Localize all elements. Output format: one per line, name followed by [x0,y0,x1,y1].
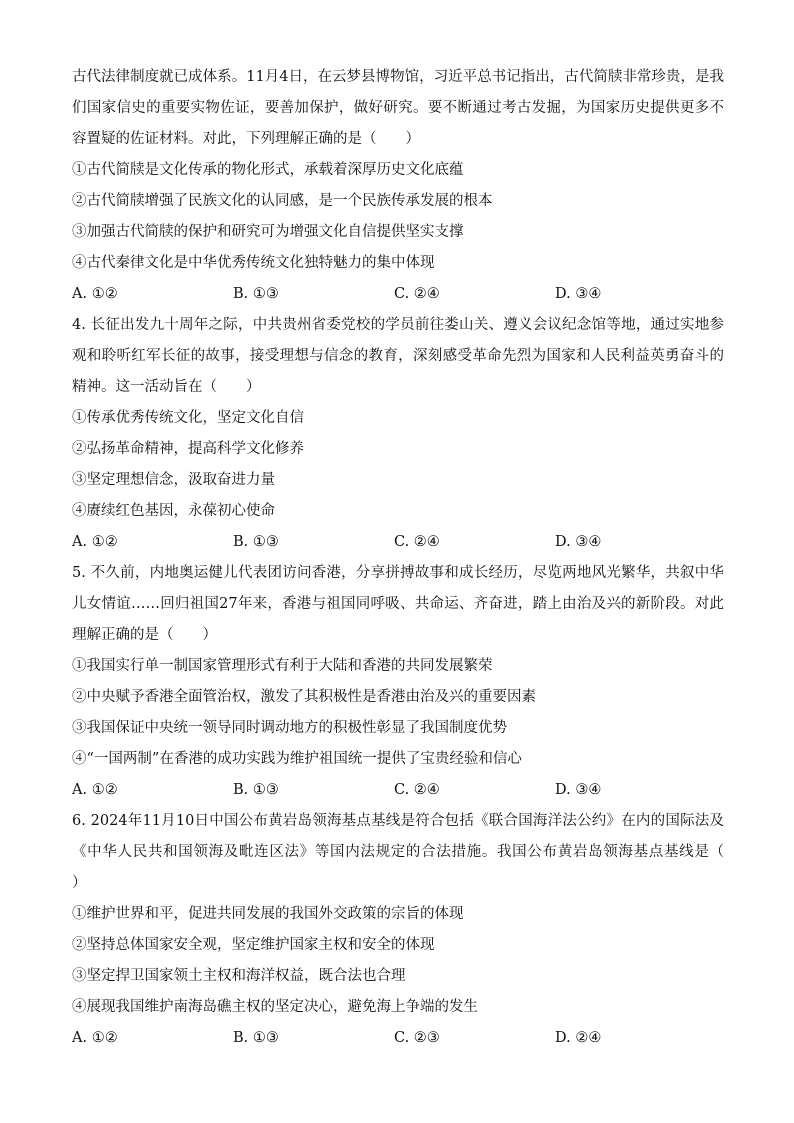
statement: ①古代简牍是文化传承的物化形式，承载着深厚历史文化底蕴 [72,162,464,178]
question-6 [72,806,753,1054]
option-d: D. ③④ [555,782,602,798]
option-d: D. ③④ [555,534,602,550]
statement: ④展现我国维护南海岛礁主权的坚定决心，避免海上争端的发生 [72,999,478,1015]
option-b: B. ①③ [233,534,279,550]
question-stem: 5. 不久前，内地奥运健儿代表团访问香港，分享拼搏故事和成长经历，尽览两地风光繁华，共叙中华儿女情谊……回归祖国27年来，香港与祖国同呼吸、共命运、齐奋进，踏上由治及兴的新阶段。对此理解正确的是（ ） [72,565,724,643]
question-5 [72,558,724,806]
statement: ②坚持总体国家安全观，坚定维护国家主权和安全的体现 [72,937,435,953]
option-b: B. ①③ [233,286,279,302]
question-stem: 6. 2024年11月10日中国公布黄岩岛领海基点基线是符合包括《联合国海洋法公约》在内的国际法及《中华人民共和国领海及毗连区法》等国内法规定的合法措施。我国公布黄岩岛领海基点基线是（ ） [72,813,753,891]
option-b: B. ①③ [233,782,279,798]
statement: ④赓续红色基因，永葆初心使命 [72,503,275,519]
question-4 [72,310,724,558]
option-a: A. ①② [72,534,118,550]
answer-options [72,279,724,310]
option-a: A. ①② [72,286,118,302]
statement: ②弘扬革命精神，提高科学文化修养 [72,441,304,457]
statement: ①传承优秀传统文化，坚定文化自信 [72,410,304,426]
option-c: C. ②④ [394,286,440,302]
option-c: C. ②③ [394,1030,440,1046]
option-d: D. ②④ [555,1030,602,1046]
statement: ②古代简牍增强了民族文化的认同感，是一个民族传承发展的根本 [72,193,493,209]
question-3 [72,62,724,310]
statement: ③坚定理想信念，汲取奋进力量 [72,472,275,488]
statement: ③坚定捍卫国家领土主权和海洋权益，既合法也合理 [72,968,406,984]
answer-options [72,775,724,806]
statement: ④“一国两制”在香港的成功实践为维护祖国统一提供了宝贵经验和信心 [72,751,522,767]
option-a: A. ①② [72,1030,118,1046]
statement: ④古代秦律文化是中华优秀传统文化独特魅力的集中体现 [72,255,435,271]
answer-options [72,1023,724,1054]
option-c: C. ②④ [394,782,440,798]
option-d: D. ③④ [555,286,602,302]
option-b: B. ①③ [233,1030,279,1046]
statement: ①我国实行单一制国家管理形式有利于大陆和香港的共同发展繁荣 [72,658,493,674]
answer-options [72,527,724,558]
option-c: C. ②④ [394,534,440,550]
statement: ③我国保证中央统一领导同时调动地方的积极性彰显了我国制度优势 [72,720,507,736]
question-stem: 4. 长征出发九十周年之际，中共贵州省委党校的学员前往娄山关、遵义会议纪念馆等地，通过实地参观和聆听红军长征的故事，接受理想与信念的教育，深刻感受革命先烈为国家和人民利益英勇奋斗的精神。这一活动旨在（ ） [72,317,724,395]
statement: ③加强古代简牍的保护和研究可为增强文化自信提供坚实支撑 [72,224,464,240]
option-a: A. ①② [72,782,118,798]
question-stem: 古代法律制度就已成体系。11月4日，在云梦县博物馆，习近平总书记指出，古代简牍非常珍贵，是我们国家信史的重要实物佐证，要善加保护，做好研究。要不断通过考古发掘，为国家历史提供更多不容置疑的佐证材料。对此，下列理解正确的是（ ） [72,69,724,147]
statement: ①维护世界和平，促进共同发展的我国外交政策的宗旨的体现 [72,906,464,922]
statement: ②中央赋予香港全面管治权，激发了其积极性是香港由治及兴的重要因素 [72,689,536,705]
